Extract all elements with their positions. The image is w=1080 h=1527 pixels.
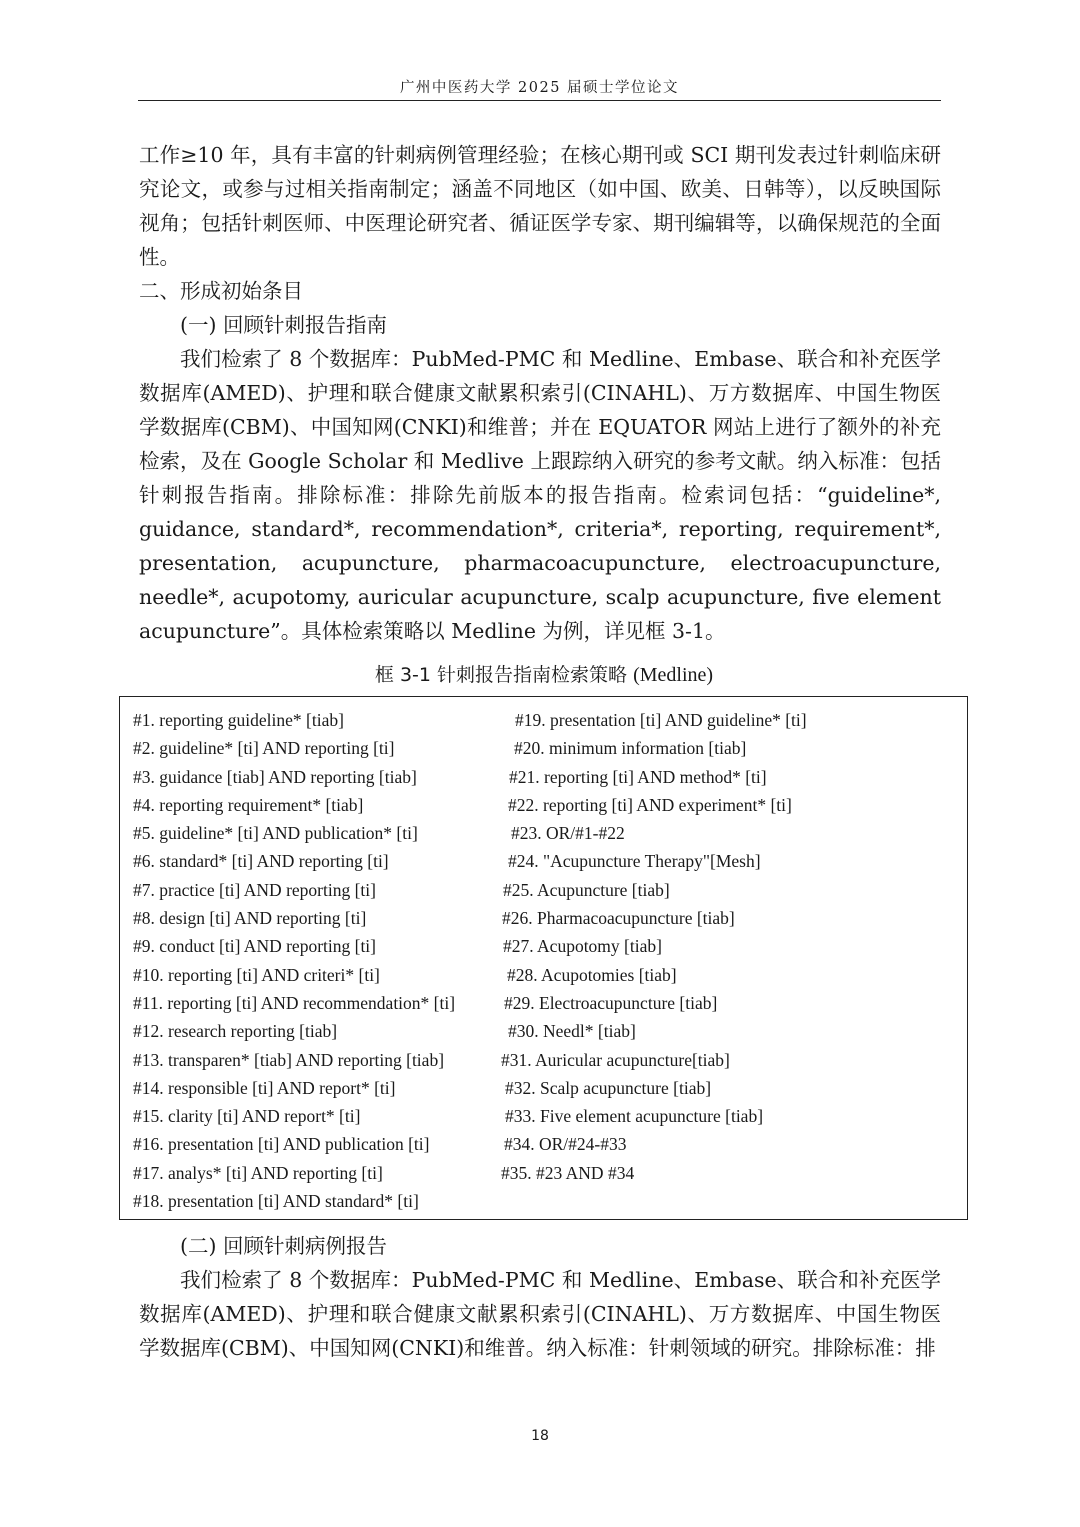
search-term-right: #31. Auricular acupuncture[tiab] [501,1049,730,1070]
search-term-right: #35. #23 AND #34 [501,1162,635,1183]
search-term-left: #6. standard* [ti] AND reporting [ti] [133,851,389,872]
search-strategy-row [133,1046,957,1074]
search-term-left: #15. clarity [ti] AND report* [ti] [133,1106,361,1127]
search-term-left: #14. responsible [ti] AND report* [ti] [133,1077,396,1098]
search-term-right: #34. OR/#24-#33 [504,1134,627,1155]
search-strategy-row [133,706,957,734]
search-term-right: #32. Scalp acupuncture [tiab] [505,1077,712,1098]
search-strategy-row [133,876,957,904]
search-strategy-box [119,696,968,1220]
search-term-left: #7. practice [ti] AND reporting [ti] [133,879,376,900]
running-header: 广州中医药大学 2025 届硕士学位论文 [399,80,680,96]
search-term-right: #28. Acupotomies [tiab] [507,964,677,985]
box-caption-cn: 框 3-1 针刺报告指南检索策略 [374,664,628,686]
search-term-right: #19. presentation [ti] AND guideline* [ti] [515,710,807,730]
search-strategy-row [133,989,957,1017]
search-strategy-row [133,791,957,819]
search-strategy-rows [133,706,957,1215]
search-term-right: #20. minimum information [tiab] [514,738,747,759]
search-term-right: #27. Acupotomy [tiab] [503,936,662,957]
search-term-left: #16. presentation [ti] AND publication [ti] [133,1134,430,1155]
search-term-left: #5. guideline* [ti] AND publication* [ti] [133,823,418,844]
search-strategy-row [133,1187,957,1215]
search-term-left: #17. analys* [ti] AND reporting [ti] [133,1162,383,1183]
page-number: 18 [531,1428,549,1444]
search-strategy-row [133,1074,957,1102]
search-strategy-row [133,1130,957,1158]
subsection-heading-2: (二) 回顾针刺病例报告 [180,1234,388,1258]
subsection-heading-1: (一) 回顾针刺报告指南 [180,313,388,337]
box-caption-en: (Medline) [633,664,714,686]
search-strategy-row [133,734,957,762]
search-strategy-row [133,1102,957,1130]
search-term-right: #24. "Acupuncture Therapy"[Mesh] [508,851,761,872]
search-term-left: #13. transparen* [tiab] AND reporting [tiab] [133,1049,445,1070]
paragraph-case-reports: 我们检索了 8 个数据库：PubMed-PMC 和 Medline、Embase、联合和补充医学数据库(AMED)、护理和联合健康文献累积索引(CINAHL)、万方数据库、中国生物医学数据库(CBM)、中国知网(CNKI)和维普。纳入标准：针刺领域的研究。排除标准：排 [139,1268,941,1360]
search-term-left: #9. conduct [ti] AND reporting [ti] [133,936,377,957]
section-heading: 二、形成初始条目 [139,279,303,303]
main-text-continued [139,1229,941,1365]
search-strategy-row [133,1017,957,1045]
search-strategy-row [133,847,957,875]
search-strategy-row [133,819,957,847]
search-term-left: #10. reporting [ti] AND criteri* [ti] [133,964,380,985]
search-term-left: #8. design [ti] AND reporting [ti] [133,908,367,929]
search-term-left: #2. guideline* [ti] AND reporting [ti] [133,738,395,759]
search-strategy-row [133,904,957,932]
search-strategy-row [133,1159,957,1187]
search-term-left: #18. presentation [ti] AND standard* [ti] [133,1191,419,1212]
search-term-right: #22. reporting [ti] AND experiment* [ti] [508,794,792,815]
header-rule [138,100,941,101]
search-strategy-row [133,763,957,791]
search-term-right: #29. Electroacupuncture [tiab] [504,992,718,1013]
search-term-left: #3. guidance [tiab] AND reporting [tiab] [133,766,417,787]
search-term-right: #33. Five element acupuncture [tiab] [505,1106,764,1127]
search-term-left: #4. reporting requirement* [tiab] [133,794,364,815]
search-term-right: #30. Needl* [tiab] [508,1021,636,1042]
search-term-right: #26. Pharmacoacupuncture [tiab] [502,908,735,929]
search-term-left: #11. reporting [ti] AND recommendation* [ti] [133,992,456,1013]
paragraph-search: 我们检索了 8 个数据库：PubMed-PMC 和 Medline、Embase、联合和补充医学数据库(AMED)、护理和联合健康文献累积索引(CINAHL)、万方数据库、中国生物医学数据库(CBM)、中国知网(CNKI)和维普；并在 EQUATOR 网站上进行了额外的补充检索，及在 Google Scholar 和 Medlive 上跟踪纳入研究的参考文献。纳入标准：包括针刺报告指南。排除标准：排除先前版本的报告指南。检索词包括：“guideline*, guidance, standard*, recommendation*, criteria*, reporting, requirement*, presentation, acupuncture, pharmacoacupuncture, electroacupuncture, needle*, acupotomy, auricular acupuncture, scalp acupuncture, five element acupuncture”。具体检索策略以 Medline 为例，详见框 3-1。 [139,347,941,643]
search-term-right: #23. OR/#1-#22 [511,823,625,844]
box-caption [119,660,969,687]
paragraph-experts: 工作≥10 年，具有丰富的针刺病例管理经验；在核心期刊或 SCI 期刊发表过针刺临床研究论文，或参与过相关指南制定；涵盖不同地区（如中国、欧美、日韩等），以反映国际视角；包括针刺医师、中医理论研究者、循证医学专家、期刊编辑等，以确保规范的全面性。 [139,143,941,269]
main-text [139,138,941,648]
search-term-left: #1. reporting guideline* [tiab] [133,710,344,730]
search-term-right: #21. reporting [ti] AND method* [ti] [509,766,767,787]
search-term-right: #25. Acupuncture [tiab] [503,879,670,900]
search-strategy-row [133,961,957,989]
search-strategy-row [133,932,957,960]
search-term-left: #12. research reporting [tiab] [133,1021,338,1042]
